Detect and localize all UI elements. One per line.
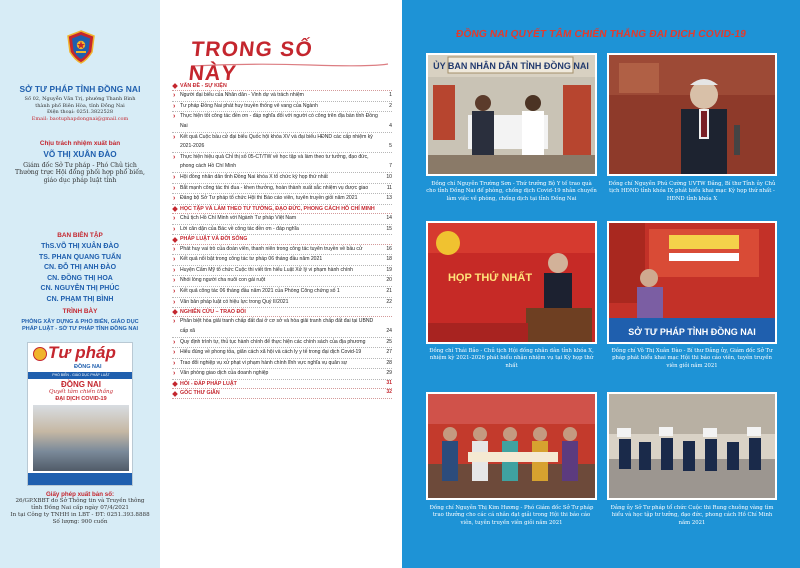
license-label: Giấy phép xuất bản số: <box>45 491 115 498</box>
toc-section-heading <box>172 235 392 244</box>
photo-sign-text: ỦY BAN NHÂN DÂN TỈNH ĐỒNG NAI <box>433 61 589 71</box>
license-info <box>6 491 154 526</box>
toc-page-number: 28 <box>386 359 392 366</box>
toc-entry-title: Người đại biểu của Nhân dân - Vinh dự và trách nhiệm <box>180 92 304 99</box>
toc-entry[interactable] <box>172 276 392 287</box>
photo-caption: Đồng chí Nguyễn Phú Cường UVTW Đảng, Bí thư Tỉnh ủy Chủ tịch HĐND tỉnh khóa IX phát biểu khai mạc Kỳ họp thứ nhất - HĐND tỉnh khóa X <box>608 181 776 202</box>
editor-name: TS. PHAN QUANG TUẤN <box>38 253 122 261</box>
editor-list <box>0 242 160 306</box>
toc-entry[interactable] <box>172 153 392 173</box>
toc-entry[interactable] <box>172 348 392 359</box>
photo-sign-text: HỌP THỨ NHẤT <box>447 272 533 284</box>
toc-page-number: 27 <box>386 349 392 356</box>
editorial-label: BAN BIÊN TẬP <box>57 232 103 239</box>
toc-page-number: 31 <box>386 380 392 387</box>
toc-page-number: 25 <box>386 338 392 345</box>
editor-name: ThS.VÕ THỊ XUÂN ĐÀO <box>41 243 119 250</box>
toc-entry[interactable] <box>172 369 392 380</box>
toc-entry[interactable] <box>172 184 392 195</box>
toc-entry[interactable] <box>172 133 392 153</box>
toc-page-number: 32 <box>386 389 392 396</box>
toc-entry-title: Đảng bộ Sở Tư pháp tổ chức Hội thi Báo cáo viên, tuyên truyền giỏi năm 2021 <box>180 195 358 202</box>
toc-entry[interactable] <box>172 173 392 184</box>
cover-headline-3: ĐẠI DỊCH COVID-19 <box>55 396 107 402</box>
toc-entry-title: Tư pháp Đồng Nai phát huy truyền thống vẻ vang của Ngành <box>180 102 318 109</box>
cover-title: Tư pháp <box>48 343 116 362</box>
photo-frame <box>607 221 777 344</box>
toc-page-number: 19 <box>386 266 392 273</box>
toc-list <box>172 82 392 399</box>
editor-name: CN. PHẠM THỊ BÌNH <box>46 295 114 303</box>
address-line: thành phố Biên Hòa, tỉnh Đồng Nai <box>35 102 125 109</box>
phone-line: Điện thoại: 0251.3822528 <box>46 109 114 116</box>
toc-entry[interactable] <box>172 317 392 337</box>
toc-page-number: 2 <box>389 102 392 109</box>
toc-entry-title: Kết quả Cuộc bầu cử đại biểu Quốc hội khóa XV và đại biểu HĐND các cấp nhiệm kỳ 2021-2026 <box>180 133 373 150</box>
photo-director-contest <box>609 223 775 342</box>
toc-page-number: 24 <box>386 328 392 335</box>
toc-entry-title: Phát huy vai trò của đoàn viên, thanh niên trong công tác tuyên truyền về bầu cử <box>180 245 363 252</box>
license-line: 26/GP.XBBT do Sở Thông tin và Truyền thông <box>15 498 145 504</box>
design-line: PHÁP LUẬT - SỞ TƯ PHÁP TỈNH ĐỒNG NAI <box>21 326 139 333</box>
toc-section-heading <box>172 389 392 398</box>
toc-page-number: 20 <box>386 277 392 284</box>
toc-entry-title: Bắt mạnh công tác thi đua - khen thưởng, hoàn thành xuất sắc nhiệm vụ được giao <box>180 184 369 191</box>
toc-page-number: 14 <box>386 215 392 222</box>
toc-section-title: NGHIÊN CỨU – TRAO ĐỔI <box>180 309 246 316</box>
toc-section-heading <box>172 308 392 317</box>
masthead-column <box>0 0 160 568</box>
photo-sign-text: SỞ TƯ PHÁP TỈNH ĐỒNG NAI <box>628 327 756 337</box>
toc-entry[interactable] <box>172 359 392 370</box>
toc-section-title: GÓC THƯ GIÃN <box>180 390 220 397</box>
toc-entry-title: Huyện Cẩm Mỹ tổ chức Cuộc thi viết tìm hiểu Luật Xử lý vi phạm hành chính <box>180 266 354 273</box>
toc-entry[interactable] <box>172 298 392 309</box>
photo-golden-bell-contest <box>609 394 775 498</box>
toc-entry[interactable] <box>172 338 392 349</box>
toc-entry-title: Văn phòng giao dịch của doanh nghiệp <box>180 370 269 377</box>
toc-entry[interactable] <box>172 245 392 256</box>
toc-entry[interactable] <box>172 287 392 298</box>
photo-caption: Đồng chí Nguyễn Trường Sơn - Thứ trưởng Bộ Y tế trao quà cho tỉnh Đồng Nai để phòng, chống dịch Covid-19 nhân chuyến làm việc về phòng, chống dịch tại tỉnh Đồng Nai <box>426 181 597 202</box>
toc-section-heading <box>172 380 392 389</box>
cover-subtitle: ĐỒNG NAI <box>74 364 102 370</box>
license-line: In tại Công ty TNHH in LBT - ĐT: 0251.393.8888 <box>10 512 150 518</box>
cover-footer <box>28 473 133 486</box>
toc-entry-title: Thực hiện tốt công tác đền ơn - đáp nghĩa đối với người có công trên địa bàn tỉnh Đồng Nai <box>180 113 378 130</box>
address-line: Số 02, Nguyễn Văn Trị, phường Thanh Bình <box>24 96 136 102</box>
toc-page-number: 1 <box>389 92 392 99</box>
toc-entry-title: Kết quả nổi bật trong công tác tư pháp 06 tháng đầu năm 2021 <box>180 256 323 263</box>
toc-section-title: HỎI - ĐÁP PHÁP LUẬT <box>180 381 237 388</box>
photo-frame <box>426 221 597 344</box>
cover-bar: PHỔ BIẾN - GIÁO DỤC PHÁP LUẬT <box>28 372 133 379</box>
toc-entry-title: Kết quả công tác 06 tháng đầu năm 2021 của Phòng Công chứng số 1 <box>180 287 340 294</box>
toc-entry-title: Trao đổi nghiệp vụ xử phạt vi phạm hành chính lĩnh vực nghĩa vụ quân sự <box>180 359 348 366</box>
cover-logo-icon <box>33 347 47 361</box>
toc-title: TRONG SỐ NÀY <box>187 38 315 85</box>
toc-page-number: 4 <box>389 123 392 130</box>
toc-entry-title: Chủ tịch Hồ Chí Minh với Ngành Tư pháp Việt Nam <box>180 215 297 222</box>
responsible-desc-line: giáo dục pháp luật tỉnh <box>43 176 117 184</box>
toc-entry-title: Lời căn dặn của Bác về công tác đền ơn - đáp nghĩa <box>180 225 299 232</box>
org-address <box>4 96 156 122</box>
table-of-contents <box>160 0 402 568</box>
toc-section-heading <box>172 205 392 214</box>
photo-gallery-page <box>402 0 800 568</box>
photo-caption: Đảng ủy Sở Tư pháp tổ chức Cuộc thi Rung chuông vàng tìm hiểu và học tập tư tưởng, đạo đức, phong cách Hồ Chí Minh năm 2021 <box>610 505 774 526</box>
photo-frame <box>607 392 777 500</box>
toc-entry-title: Nhói lòng người cha nuôi con gái ruột <box>180 277 266 284</box>
toc-page-number: 21 <box>386 287 392 294</box>
responsible-label: Chịu trách nhiệm xuất bản <box>39 140 121 147</box>
license-line: Số lượng: 900 cuốn <box>52 519 108 525</box>
toc-section-heading <box>172 82 392 91</box>
toc-page-number: 7 <box>389 163 392 170</box>
org-name: SỞ TƯ PHÁP TỈNH ĐỒNG NAI <box>19 84 141 94</box>
photo-council-chairman <box>428 223 595 342</box>
toc-page-number: 15 <box>386 225 392 232</box>
photo-secretary-speech <box>609 55 775 174</box>
photo-frame <box>426 392 597 500</box>
cover-headline-2: Quyết tâm chiến thắng <box>48 389 114 395</box>
design-line: PHÒNG XÂY DỰNG & PHỔ BIẾN, GIÁO DỤC <box>21 319 139 325</box>
toc-entry-title: Văn bản pháp luật có hiệu lực trong Quý II/2021 <box>180 298 289 305</box>
toc-entry[interactable] <box>172 194 392 205</box>
design-credit <box>6 319 154 333</box>
responsible-name: VÕ THỊ XUÂN ĐÀO <box>43 150 117 159</box>
justice-emblem-icon <box>67 30 95 64</box>
toc-entry[interactable] <box>172 112 392 132</box>
photo-award-ceremony <box>428 394 595 498</box>
magazine-cover-thumbnail <box>27 342 133 486</box>
toc-entry-title: Hội đồng nhân dân tỉnh Đồng Nai khóa X tổ chức kỳ họp thứ nhất <box>180 174 328 181</box>
toc-section-title: PHÁP LUẬT VÀ ĐỜI SỐNG <box>180 236 248 243</box>
photo-caption: Đồng chí Nguyễn Thị Kim Hương - Phó Giám đốc Sở Tư pháp trao thưởng cho các cá nhân đạt giải trong Hội thi báo cáo viên, tuyên truyền viên giỏi năm 2021 <box>429 505 594 526</box>
toc-entry-title: Quy định trình tự, thủ tục hành chính để thực hiện các chính sách của địa phương <box>180 338 366 345</box>
cover-headline: ĐỒNG NAI <box>61 380 101 389</box>
photo-vice-minister-gift <box>428 55 595 174</box>
responsible-desc-line: Thường trực Hội đồng phối hợp phổ biến, <box>14 169 146 177</box>
toc-entry-title: Hiểu đúng về phong tỏa, giãn cách xã hội và cách ly y tế trong đại dịch Covid-19 <box>180 349 362 356</box>
toc-page-number: 13 <box>386 195 392 202</box>
toc-page-number: 16 <box>386 245 392 252</box>
photo-caption: Đồng chí Võ Thị Xuân Đào - Bí thư Đảng ủy, Giám đốc Sở Tư pháp phát biểu khai mạc Hội thi báo cáo viên, tuyên truyền viên giỏi năm 2021 <box>611 348 773 369</box>
toc-page-number: 29 <box>386 370 392 377</box>
toc-entry[interactable] <box>172 91 392 102</box>
cover-photo <box>33 405 129 471</box>
design-label: TRÌNH BÀY <box>62 308 98 315</box>
toc-section-title: VẤN ĐỀ - SỰ KIỆN <box>180 83 227 89</box>
toc-page-number: 18 <box>386 256 392 263</box>
photo-frame <box>607 53 777 176</box>
responsible-desc <box>8 162 152 184</box>
responsible-desc-line: Giám đốc Sở Tư pháp - Phó Chủ tịch <box>23 162 137 169</box>
editor-name: CN. NGUYỄN THỊ PHÚC <box>40 285 120 293</box>
toc-page-number: 5 <box>389 143 392 150</box>
toc-entry[interactable] <box>172 266 392 277</box>
email-line: Email: baotuphapdongnai@gmail.com <box>31 115 129 122</box>
toc-entry[interactable] <box>172 214 392 225</box>
photo-caption: Đồng chí Thái Bảo - Chủ tịch Hội đồng nhân dân tỉnh khóa X, nhiệm kỳ 2021-2026 phát biểu nhận nhiệm vụ tại Kỳ họp thứ nhất <box>429 348 594 369</box>
license-line: tỉnh Đồng Nai cấp ngày 07/4/2021 <box>31 505 129 511</box>
toc-page-number: 11 <box>386 184 392 191</box>
toc-entry[interactable] <box>172 102 392 113</box>
toc-page-number: 10 <box>386 174 392 181</box>
toc-entry-title: Thực hiện hiệu quả Chỉ thị số 05-CT/TW về học tập và làm theo tư tưởng, đạo đức, phong cách Hồ Chí Minh <box>180 153 369 170</box>
toc-entry-title: Phân biệt hòa giải tranh chấp đất đai ở cơ sở và hòa giải tranh chấp đất đai tại UBND cấp xã <box>180 318 374 335</box>
toc-section-title: HỌC TẬP VÀ LÀM THEO TƯ TƯỞNG, ĐẠO ĐỨC, PHONG CÁCH HỒ CHÍ MINH <box>180 205 375 212</box>
toc-entry[interactable] <box>172 225 392 236</box>
editor-name: CN. ĐỖ THỊ ANH ĐÀO <box>43 264 117 272</box>
toc-page-number: 22 <box>386 298 392 305</box>
gallery-title: ĐỒNG NAI QUYẾT TÂM CHIẾN THẮNG ĐẠI DỊCH COVID-19 <box>455 29 747 40</box>
editor-name: CN. ĐỒNG THỊ HOA <box>47 274 113 282</box>
toc-entry[interactable] <box>172 255 392 266</box>
photo-frame <box>426 53 597 176</box>
